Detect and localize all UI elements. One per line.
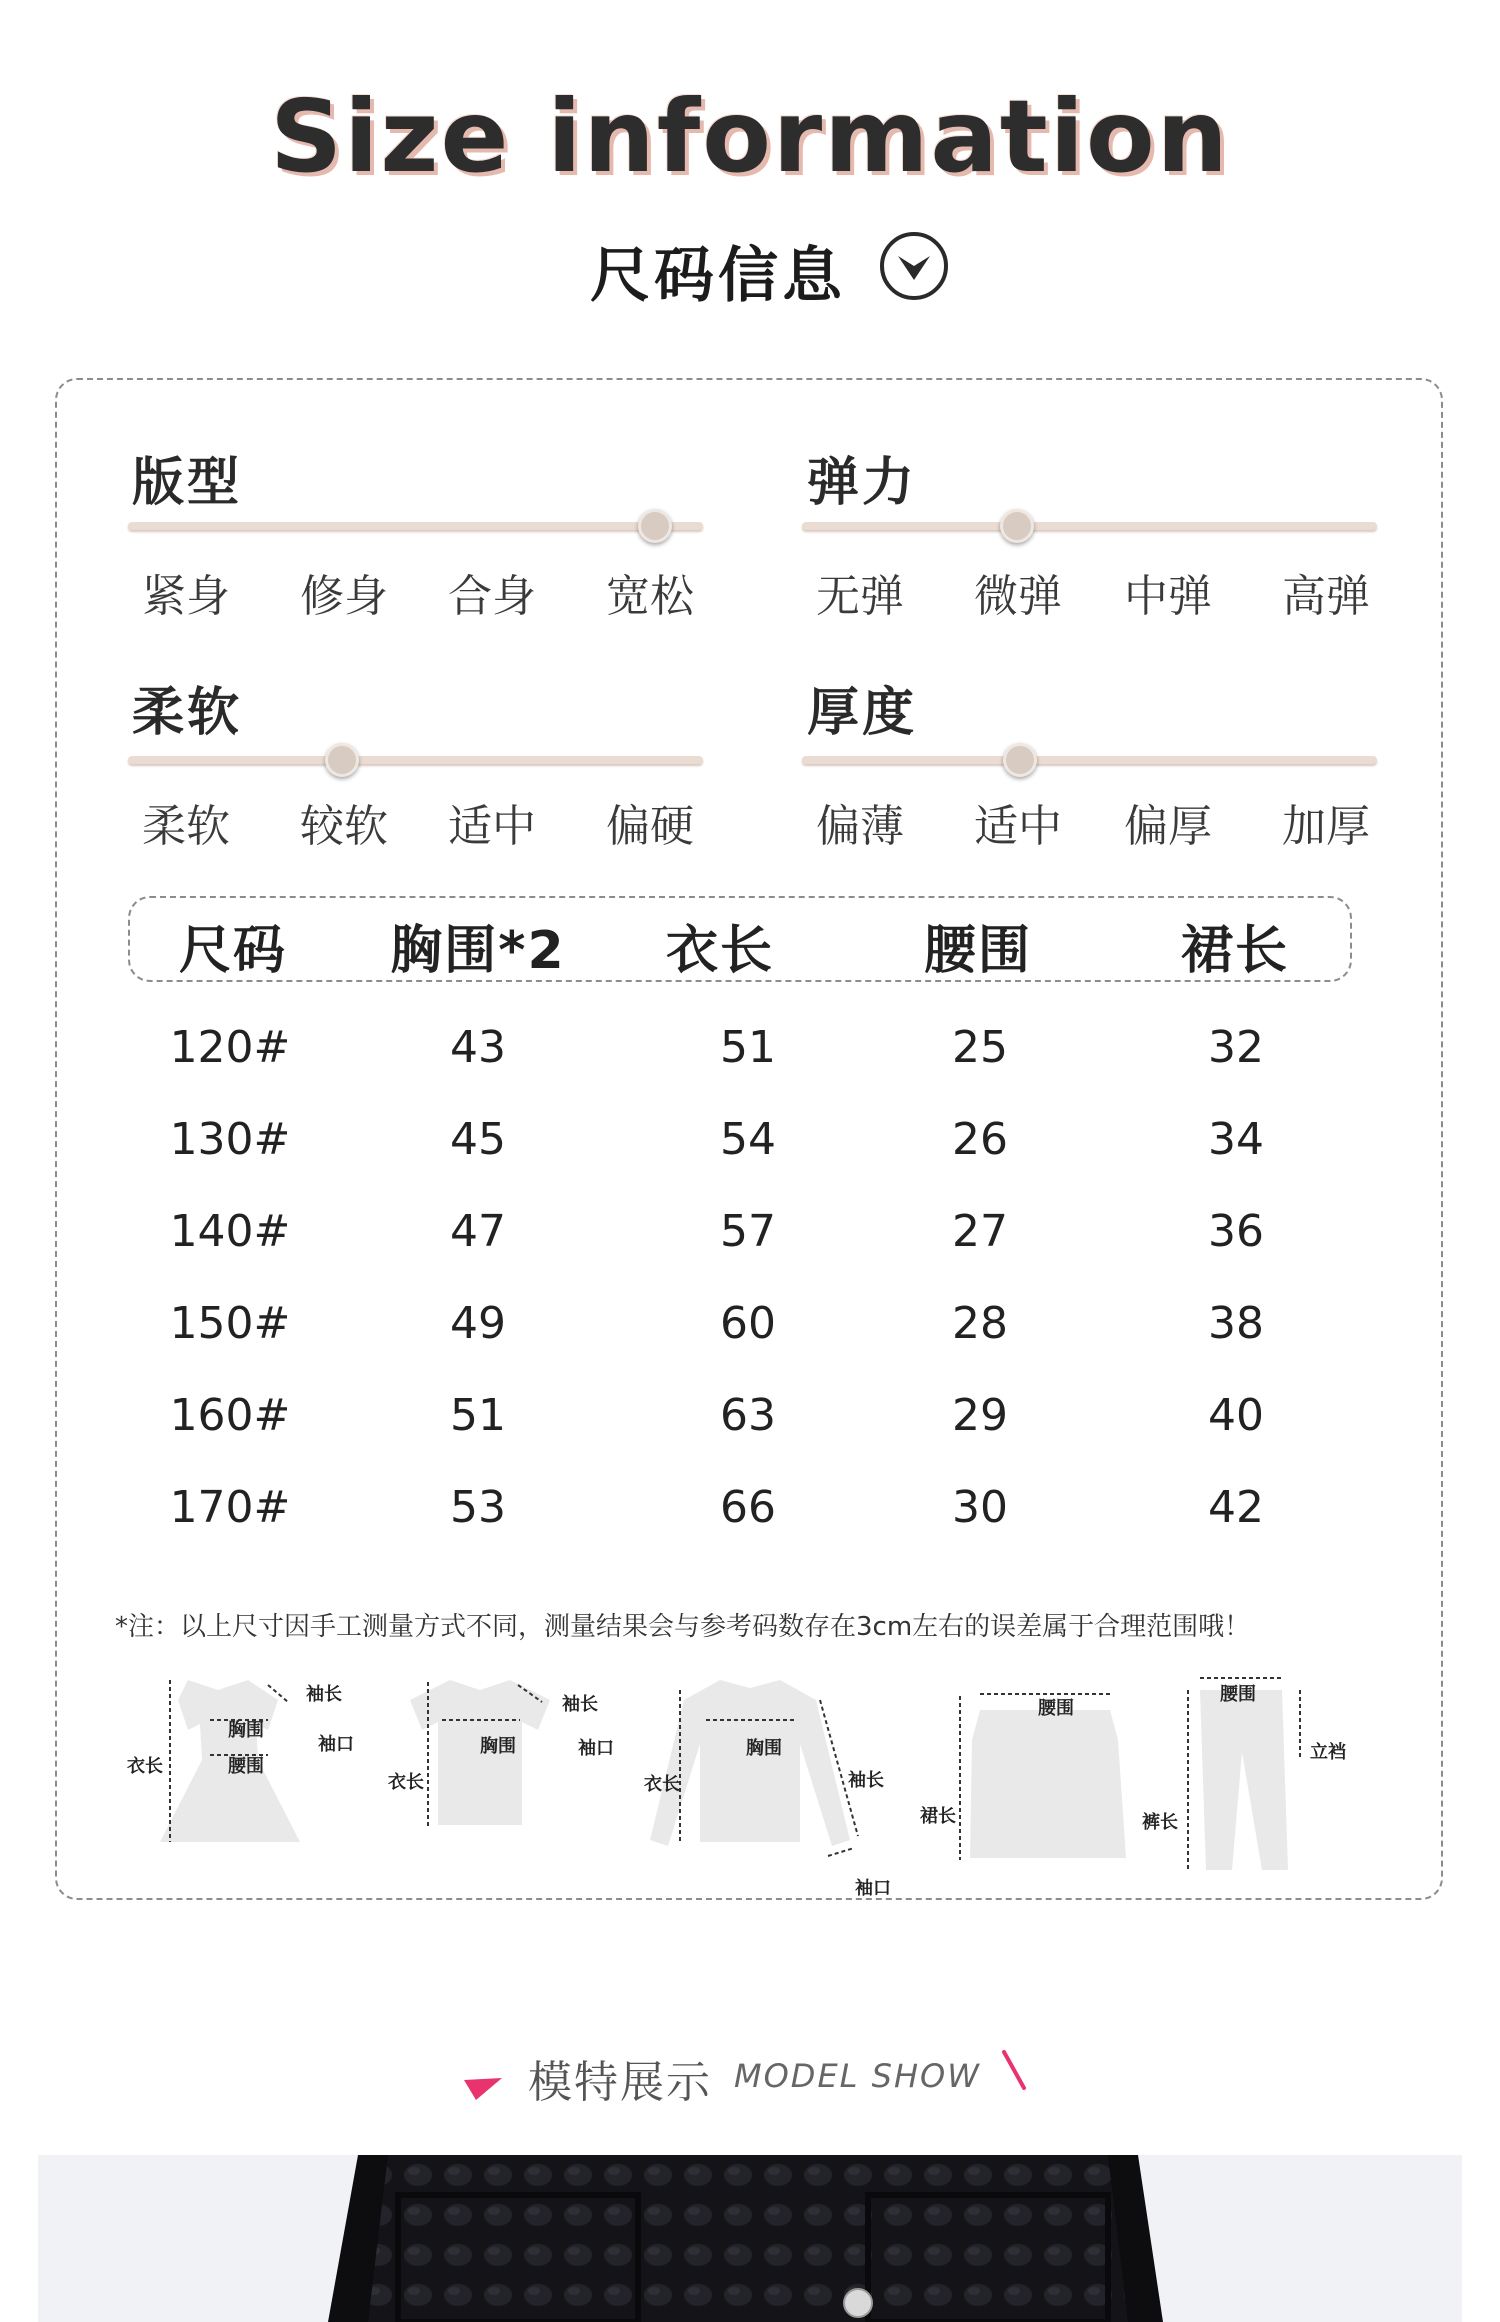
diagram-label: 袖口 [855,1878,891,1899]
table-cell: 54 [720,1114,776,1165]
table-cell: 34 [1208,1114,1264,1165]
diagram-label: 腰围 [228,1756,264,1777]
attr-option: 偏硬 [606,801,694,852]
table-cell: 120# [169,1022,291,1073]
attr-option: 修身 [300,571,388,622]
diagram-label: 胸围 [228,1720,264,1741]
attr-title-elasticity: 弹力 [807,453,918,513]
pink-arrow-icon [462,2076,504,2102]
skirt-diagram-icon [930,1660,1150,1870]
diagram-label: 袖长 [306,1684,342,1705]
table-cell: 40 [1208,1390,1264,1441]
attr-option: 紧身 [142,571,230,622]
attr-option: 偏厚 [1124,801,1212,852]
diagram-label: 袖长 [562,1694,598,1715]
table-cell: 28 [952,1298,1008,1349]
measurement-note: *注：以上尺寸因手工测量方式不同，测量结果会与参考码数存在3cm左右的误差属于合理范围哦！ [115,1612,1251,1642]
attr-track-softness [128,756,703,764]
table-header-chest: 胸围*2 [390,921,566,981]
table-cell: 42 [1208,1482,1264,1533]
attr-knob-thickness [1003,743,1037,777]
attr-title-softness: 柔软 [132,683,243,743]
table-cell: 130# [169,1114,291,1165]
model-show-subtitle: MODEL SHOW [734,2057,981,2095]
table-cell: 36 [1208,1206,1264,1257]
attr-option: 适中 [448,801,536,852]
table-cell: 45 [450,1114,506,1165]
pink-slash-icon [1000,2050,1028,2090]
table-cell: 51 [720,1022,776,1073]
attr-option: 较软 [300,801,388,852]
diagram-label: 袖口 [578,1738,614,1759]
attr-knob-fit [638,509,672,543]
attr-track-fit [128,522,703,530]
model-show-title: 模特展示 [528,2057,712,2108]
attr-option: 合身 [448,571,536,622]
diagram-label: 袖口 [318,1734,354,1755]
diagram-label: 衣长 [388,1772,424,1793]
table-cell: 29 [952,1390,1008,1441]
diagram-label: 腰围 [1220,1684,1256,1705]
table-cell: 30 [952,1482,1008,1533]
attr-title-thickness: 厚度 [807,683,918,743]
table-cell: 26 [952,1114,1008,1165]
diagram-label: 衣长 [644,1774,680,1795]
section-subtitle: 尺码信息 [590,241,846,311]
table-cell: 25 [952,1022,1008,1073]
table-cell: 49 [450,1298,506,1349]
diagram-label: 裙长 [920,1806,956,1827]
table-cell: 53 [450,1482,506,1533]
attr-option: 无弹 [816,571,904,622]
attr-option: 中弹 [1124,571,1212,622]
table-cell: 51 [450,1390,506,1441]
attr-option: 加厚 [1282,801,1370,852]
page-title: Size information [270,78,1230,195]
table-cell: 38 [1208,1298,1264,1349]
attr-option: 宽松 [606,571,694,622]
diagram-label: 立裆 [1310,1742,1346,1763]
table-cell: 150# [169,1298,291,1349]
diagram-label: 胸围 [480,1736,516,1757]
table-cell: 43 [450,1022,506,1073]
table-cell: 170# [169,1482,291,1533]
attr-title-fit: 版型 [132,453,243,513]
table-cell: 60 [720,1298,776,1349]
diagram-label: 裤长 [1142,1812,1178,1833]
attr-option: 适中 [974,801,1062,852]
table-header-size: 尺码 [178,921,287,981]
attr-option: 微弹 [974,571,1062,622]
diagram-label: 衣长 [127,1756,163,1777]
table-cell: 32 [1208,1022,1264,1073]
table-header-waist: 腰围 [923,921,1032,981]
table-cell: 63 [720,1390,776,1441]
chevron-down-circle-icon [878,230,950,302]
table-cell: 66 [720,1482,776,1533]
diagram-label: 胸围 [746,1738,782,1759]
attr-knob-softness [325,743,359,777]
diagram-label: 袖长 [848,1770,884,1791]
table-cell: 27 [952,1206,1008,1257]
table-cell: 47 [450,1206,506,1257]
attr-option: 偏薄 [816,801,904,852]
attr-option: 高弹 [1282,571,1370,622]
attr-track-thickness [802,756,1377,764]
attr-option: 柔软 [142,801,230,852]
table-cell: 160# [169,1390,291,1441]
model-photo-image [38,2155,1462,2322]
diagram-label: 腰围 [1038,1698,1074,1719]
table-header-skirt-length: 裙长 [1180,921,1289,981]
table-header-length: 衣长 [665,921,774,981]
attr-track-elasticity [802,522,1377,530]
model-photo [38,2155,1462,2322]
attr-knob-elasticity [1000,509,1034,543]
table-cell: 57 [720,1206,776,1257]
table-cell: 140# [169,1206,291,1257]
